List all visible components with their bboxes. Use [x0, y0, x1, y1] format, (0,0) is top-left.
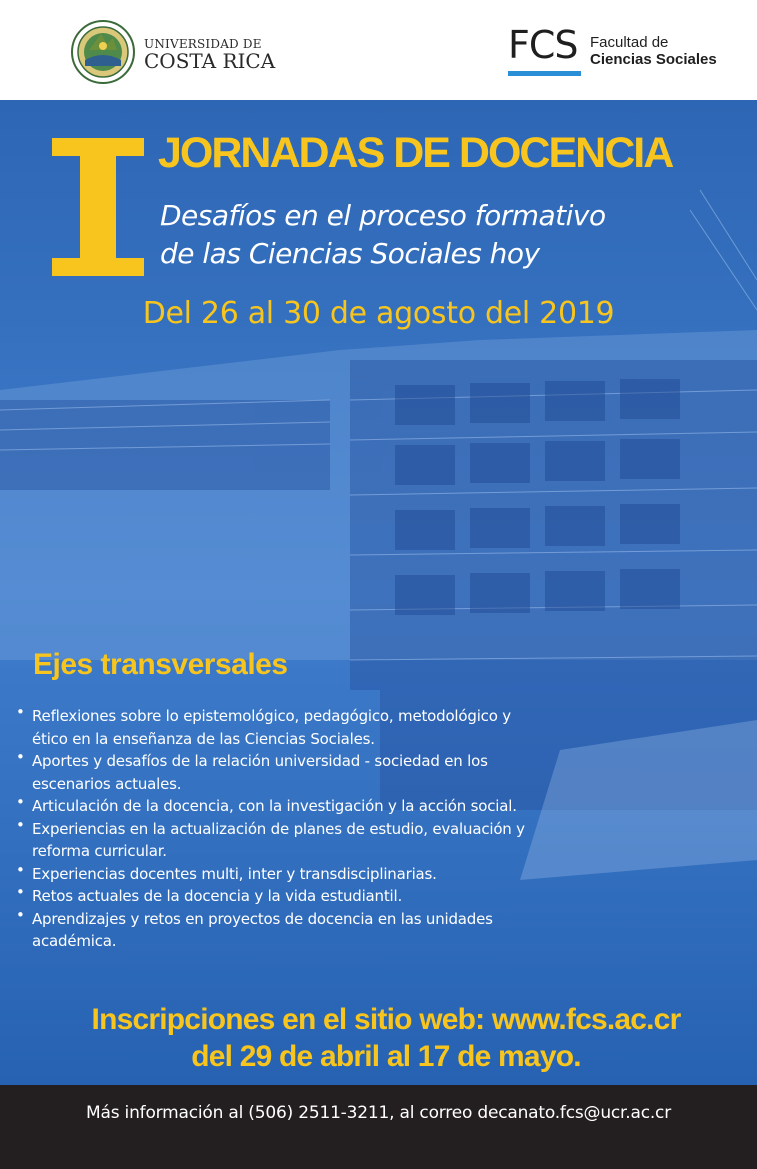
main-panel — [0, 100, 757, 1085]
event-subtitle — [160, 197, 606, 273]
list-item — [16, 815, 616, 863]
list-item-line2: académica. — [32, 932, 117, 950]
fcs-line1: Facultad de — [590, 34, 669, 51]
list-item-line1: Articulación de la docencia, con la investigación y la acción social. — [32, 797, 517, 815]
list-item — [16, 860, 616, 886]
header — [0, 0, 757, 100]
bullet-icon: • — [16, 793, 25, 811]
footer-contact: Más información al (506) 2511-3211, al correo decanato.fcs@ucr.ac.cr — [86, 1103, 671, 1123]
roman-numeral-i — [52, 138, 144, 276]
ucr-line2: COSTA RICA — [144, 49, 276, 73]
ejes-list — [16, 705, 616, 953]
list-item-line1: Aportes y desafíos de la relación universidad - sociedad en los — [32, 752, 488, 770]
ucr-wordmark — [144, 38, 275, 71]
list-item — [16, 795, 616, 818]
list-item — [16, 885, 616, 908]
subtitle-line1: Desafíos en el proceso formativo — [160, 199, 606, 232]
list-item-line1: Experiencias docentes multi, inter y transdisciplinarias. — [32, 864, 437, 883]
list-item — [16, 705, 616, 750]
list-item — [16, 750, 616, 795]
list-item-line1: Retos actuales de la docencia y la vida estudiantil. — [32, 887, 403, 905]
bullet-icon: • — [16, 860, 25, 879]
footer — [0, 1085, 757, 1169]
bullet-icon: • — [16, 883, 25, 901]
event-dates: Del 26 al 30 de agosto del 2019 — [142, 296, 615, 331]
event-title: JORNADAS DE DOCENCIA — [158, 129, 673, 177]
fcs-letters: FCS — [508, 23, 578, 67]
fcs-underline — [508, 71, 581, 76]
fcs-line2: Ciencias Sociales — [590, 51, 717, 69]
list-item-line2: reforma curricular. — [32, 842, 167, 860]
ejes-title: Ejes transversales — [33, 648, 288, 681]
fcs-wordmark — [590, 34, 717, 69]
list-item-line1: Aprendizajes y retos en proyectos de docencia en las unidades — [32, 909, 493, 928]
fcs-logo — [508, 23, 582, 78]
registration-website: Inscripciones en el sitio web: www.fcs.ac.cr — [91, 1003, 681, 1036]
bullet-icon: • — [16, 703, 25, 721]
list-item-line1: Reflexiones sobre lo epistemológico, pedagógico, metodológico y — [32, 707, 511, 725]
list-item — [16, 905, 616, 953]
list-item-line2: ético en la enseñanza de las Ciencias Sociales. — [32, 729, 375, 748]
list-item-line2: escenarios actuales. — [32, 774, 182, 793]
ucr-line1: UNIVERSIDAD DE — [144, 37, 262, 51]
ucr-seal-logo — [71, 20, 135, 84]
registration-dates: del 29 de abril al 17 de mayo. — [191, 1040, 581, 1073]
list-item-line1: Experiencias en la actualización de planes de estudio, evaluación y — [32, 819, 525, 838]
bullet-icon: • — [16, 905, 25, 924]
bullet-icon: • — [16, 815, 25, 834]
bullet-icon: • — [16, 748, 25, 766]
subtitle-line2: de las Ciencias Sociales hoy — [160, 237, 540, 270]
